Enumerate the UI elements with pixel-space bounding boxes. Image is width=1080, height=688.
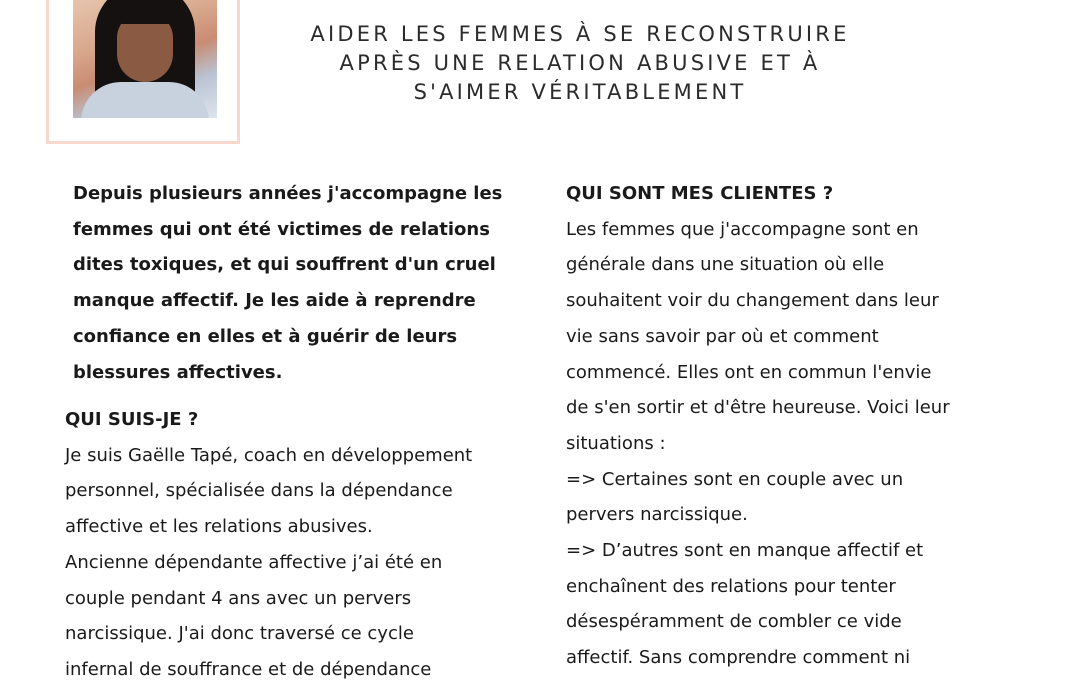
about-line: personnel, spécialisée dans la dépendance <box>65 480 453 502</box>
headline-line-2: APRÈS UNE RELATION ABUSIVE ET À <box>339 51 821 75</box>
intro-line: dites toxiques, et qui souffrent d'un cruel <box>73 254 496 276</box>
about-line: narcissique. J'ai donc traversé ce cycle <box>65 623 414 645</box>
clients-line: vie sans savoir par où et comment <box>566 325 879 347</box>
clients-heading: QUI SONT MES CLIENTES ? <box>566 183 834 204</box>
portrait-bangs <box>111 0 179 24</box>
about-line: infernal de souffrance et de dépendance <box>65 658 432 680</box>
clients-line: commencé. Elles ont en commun l'envie <box>566 361 932 383</box>
clients-line: souhaitent voir du changement dans leur <box>566 290 939 312</box>
about-line: Ancienne dépendante affective j’ai été en <box>65 551 443 573</box>
intro-line: confiance en elles et à guérir de leurs <box>73 325 458 347</box>
clients-line: situations : <box>566 432 666 454</box>
intro-line: blessures affectives. <box>73 361 283 383</box>
clients-line: affectif. Sans comprendre comment ni <box>566 647 911 669</box>
intro-line: femmes qui ont été victimes de relations <box>73 218 490 240</box>
clients-line: générale dans une situation où elle <box>566 254 885 276</box>
clients-line: enchaînent des relations pour tenter <box>566 575 896 597</box>
about-line: Je suis Gaëlle Tapé, coach en développement <box>65 444 473 466</box>
portrait-jacket <box>81 82 209 118</box>
about-line: couple pendant 4 ans avec un pervers <box>65 587 412 609</box>
about-line: affective et les relations abusives. <box>65 516 373 538</box>
clients-line: => Certaines sont en couple avec un <box>566 468 904 490</box>
intro-paragraph <box>73 176 523 390</box>
clients-line: Les femmes que j'accompagne sont en <box>566 218 919 240</box>
intro-line: manque affectif. Je les aide à reprendre <box>73 290 476 312</box>
clients-line: => D’autres sont en manque affectif et <box>566 540 924 562</box>
about-section <box>65 402 535 688</box>
clients-line: pervers narcissique. <box>566 504 748 526</box>
about-heading: QUI SUIS-JE ? <box>65 409 199 430</box>
page-headline <box>270 20 890 107</box>
portrait-photo <box>73 0 217 118</box>
clients-line: désespéramment de combler ce vide <box>566 611 902 633</box>
headline-line-3: S'AIMER VÉRITABLEMENT <box>413 80 747 104</box>
clients-section <box>566 176 1026 676</box>
intro-line: Depuis plusieurs années j'accompagne les <box>73 183 503 204</box>
clients-line: de s'en sortir et d'être heureuse. Voici leur <box>566 397 950 419</box>
headline-line-1: AIDER LES FEMMES À SE RECONSTRUIRE <box>310 22 850 46</box>
